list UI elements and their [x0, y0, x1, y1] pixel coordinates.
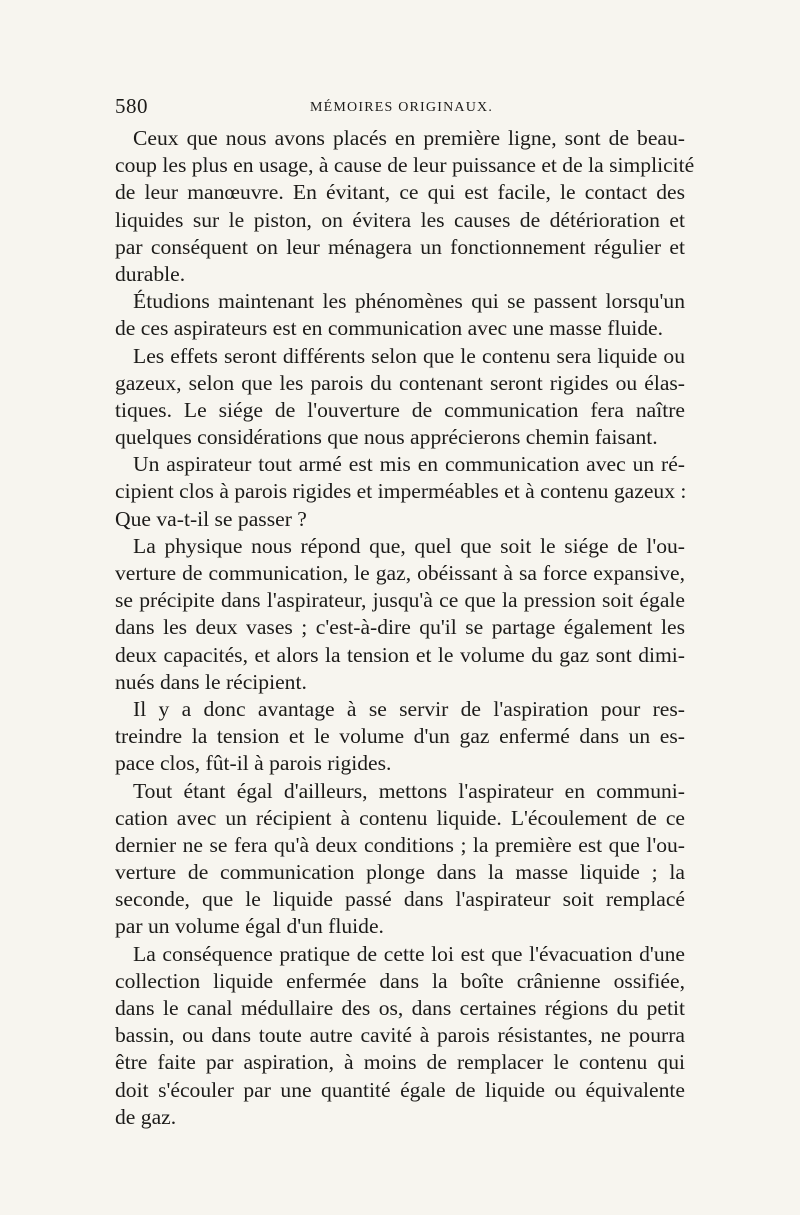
text-line: par un volume égal d'un fluide. — [115, 914, 384, 939]
paragraph — [115, 533, 685, 696]
text-line: cation avec un récipient à contenu liquide. L'écoulement de ce — [115, 805, 685, 830]
text-line: quelques considérations que nous apprécierons chemin faisant. — [115, 425, 658, 450]
paragraph — [115, 941, 685, 1131]
text-line: Les effets seront différents selon que le contenu sera liquide ou — [133, 343, 685, 368]
text-line: par conséquent on leur ménagera un fonctionnement régulier et — [115, 234, 685, 259]
text-line: Il y a donc avantage à se servir de l'aspiration pour res- — [133, 696, 685, 721]
text-line: collection liquide enfermée dans la boîte crânienne ossifiée, — [115, 968, 685, 993]
text-line: Tout étant égal d'ailleurs, mettons l'aspirateur en communi- — [133, 778, 685, 803]
body-text — [115, 125, 695, 1131]
text-line: coup les plus en usage, à cause de leur puissance et de la simplicité — [115, 153, 695, 178]
text-line: pace clos, fût-il à parois rigides. — [115, 751, 392, 776]
paragraph — [115, 343, 685, 452]
text-line: dernier ne se fera qu'à deux conditions ; la première est que l'ou- — [115, 832, 685, 857]
text-line: seconde, que le liquide passé dans l'aspirateur soit remplacé — [115, 887, 685, 912]
text-line: bassin, ou dans toute autre cavité à parois résistantes, ne pourra — [115, 1023, 685, 1048]
text-line: être faite par aspiration, à moins de remplacer le contenu qui — [115, 1050, 685, 1075]
text-line: La physique nous répond que, quel que soit le siége de l'ou- — [133, 533, 685, 558]
text-line: Que va-t-il se passer ? — [115, 506, 307, 531]
text-line: deux capacités, et alors la tension et le volume du gaz sont dimi- — [115, 642, 685, 667]
text-line: dans les deux vases ; c'est-à-dire qu'il se partage également les — [115, 615, 685, 640]
text-line: de ces aspirateurs est en communication avec une masse fluide. — [115, 316, 664, 341]
text-line: La conséquence pratique de cette loi est que l'évacuation d'une — [133, 941, 685, 966]
text-line: se précipite dans l'aspirateur, jusqu'à ce que la pression soit égale — [115, 588, 685, 613]
text-line: verture de communication, le gaz, obéissant à sa force expansive, — [115, 561, 685, 585]
text-line: verture de communication plonge dans la masse liquide ; la — [115, 860, 685, 885]
page-number: 580 — [115, 94, 148, 118]
text-line: Ceux que nous avons placés en première ligne, sont de beau- — [133, 126, 685, 150]
text-line: durable. — [115, 261, 186, 286]
text-line: de leur manœuvre. En évitant, ce qui est facile, le contact des — [115, 180, 685, 205]
text-line: gazeux, selon que les parois du contenant seront rigides ou élas- — [115, 370, 685, 395]
text-line: dans le canal médullaire des os, dans certaines régions du petit — [115, 996, 685, 1020]
text-line: nués dans le récipient. — [115, 669, 307, 694]
paragraph — [115, 778, 685, 941]
paragraph — [115, 696, 685, 778]
text-line: Un aspirateur tout armé est mis en communication avec un ré- — [133, 452, 685, 477]
running-title: MÉMOIRES ORIGINAUX. — [310, 100, 494, 115]
text-line: tiques. Le siége de l'ouverture de communication fera naître — [115, 397, 685, 422]
text-line: Étudions maintenant les phénomènes qui se passent lorsqu'un — [133, 289, 685, 314]
paragraph — [115, 451, 685, 533]
paragraph — [115, 125, 695, 288]
text-line: cipient clos à parois rigides et imperméables et à contenu gazeux : — [115, 479, 687, 504]
text-line: liquides sur le piston, on évitera les causes de détérioration et — [115, 207, 685, 232]
text-line: doit s'écouler par une quantité égale de liquide ou équivalente — [115, 1077, 685, 1102]
text-line: de gaz. — [115, 1104, 177, 1129]
page-header — [115, 94, 685, 122]
paragraph — [115, 288, 685, 342]
text-line: treindre la tension et le volume d'un gaz enfermé dans un es- — [115, 724, 685, 749]
